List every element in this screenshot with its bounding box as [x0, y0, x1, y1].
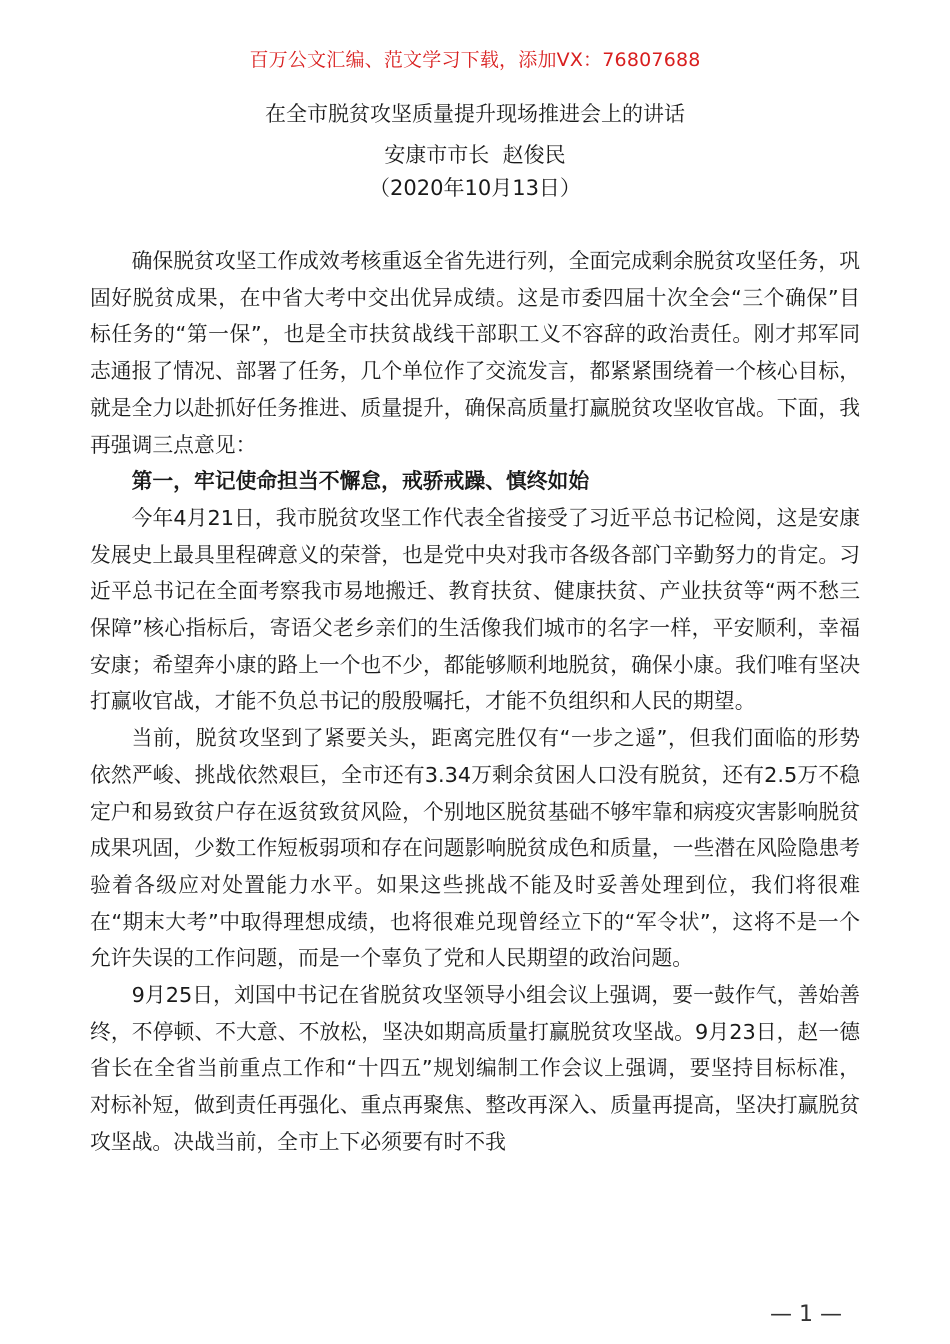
paragraph-april-inspection: 今年4月21日，我市脱贫攻坚工作代表全省接受了习近平总书记检阅，这是安康发展史上最具里程碑意义的荣誉，也是党中央对我市各级各部门辛勤努力的肯定。习近平总书记在全面考察我市易地搬迁、教育扶贫、健康扶贫、产业扶贫等“两不愁三保障”核心指标后，寄语父老乡亲们的生活像我们城市的名字一样，平安顺利，幸福安康；希望奔小康的路上一个也不少，都能够顺利地脱贫，确保小康。我们唯有坚决打赢收官战，才能不负总书记的殷殷嘱托，才能不负组织和人民的期望。	[90, 505, 860, 714]
paragraph-provincial-meetings: 9月25日，刘国中书记在省脱贫攻坚领导小组会议上强调，要一鼓作气，善始善终，不停顿、不大意、不放松，坚决如期高质量打赢脱贫攻坚战。9月23日，赵一德省长在全省当前重点工作和“十四五”规划编制工作会议上强调，要坚持目标标准，对标补短，做到责任再强化、重点再聚焦、整改再深入、质量再提高，坚决打赢脱贫攻坚战。决战当前，全市上下必须要有时不我	[90, 983, 860, 1154]
date-line: （2020年10月13日）	[369, 176, 581, 200]
speaker-line: 安康市市长 赵俊民	[384, 143, 566, 167]
promo-banner: 百万公文汇编、范文学习下载，添加VX：76807688	[249, 49, 701, 71]
page-number: — 1 —	[770, 1302, 842, 1327]
document-body	[90, 243, 860, 1161]
paragraph-intro: 确保脱贫攻坚工作成效考核重返全省先进行列，全面完成剩余脱贫攻坚任务，巩固好脱贫成果，在中省大考中交出优异成绩。这是市委四届十次全会“三个确保”目标任务的“第一保”，也是全市扶贫战线干部职工义不容辞的政治责任。刚才邦军同志通报了情况、部署了任务，几个单位作了交流发言，都紧紧围绕着一个核心目标，就是全力以赴抓好任务推进、质量提升，确保高质量打赢脱贫攻坚收官战。下面，我再强调三点意见：	[90, 249, 860, 457]
document-title: 在全市脱贫攻坚质量提升现场推进会上的讲话	[265, 102, 685, 126]
paragraph-current-situation: 当前，脱贫攻坚到了紧要关头，距离完胜仅有“一步之遥”，但我们面临的形势依然严峻、挑战依然艰巨，全市还有3.34万剩余贫困人口没有脱贫，还有2.5万不稳定户和易致贫户存在返贫致贫风险，个别地区脱贫基础不够牢靠和病疫灾害影响脱贫成果巩固，少数工作短板弱项和存在问题影响脱贫成色和质量，一些潜在风险隐患考验着各级应对处置能力水平。如果这些挑战不能及时妥善处理到位，我们将很难在“期末大考”中取得理想成绩，也将很难兑现曾经立下的“军令状”，这将不是一个允许失误的工作问题，而是一个辜负了党和人民期望的政治问题。	[90, 726, 860, 971]
section-heading-1: 第一，牢记使命担当不懈怠，戒骄戒躁、慎终如始	[131, 469, 590, 494]
